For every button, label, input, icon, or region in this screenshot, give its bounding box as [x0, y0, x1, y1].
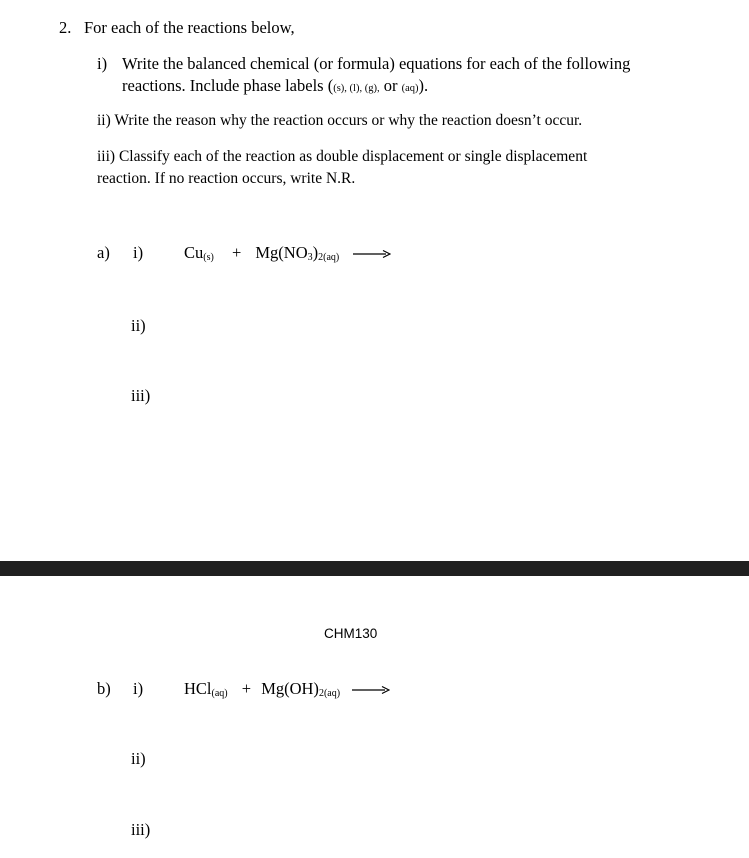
part-b-reactant2-phase: 2(aq) [318, 688, 341, 699]
part-b-plus: + [241, 679, 252, 698]
instruction-i-marker: i) [97, 54, 108, 73]
part-b-ii-label: ii) [131, 749, 146, 768]
or-text: or [379, 76, 402, 95]
instruction-ii: ii) Write the reason why the reaction occurs or why the reaction doesn’t occur. [97, 112, 583, 129]
part-a-reactant1: Cu [184, 243, 204, 262]
reaction-arrow-icon [352, 680, 390, 700]
instruction-i-line2 [122, 76, 428, 96]
part-b-iii-label: iii) [131, 820, 151, 839]
part-a-ii-label: ii) [131, 316, 146, 335]
instruction-i-suffix: ). [418, 76, 429, 95]
question-number: 2. [59, 18, 72, 37]
part-a-reactant1-phase: (s) [203, 252, 214, 263]
part-a-i-label: i) [133, 243, 144, 262]
course-code-header: CHM130 [324, 626, 378, 641]
reaction-arrow-icon [353, 244, 391, 264]
instruction-iii-line1: iii) Classify each of the reaction as double displacement or single displacement [97, 148, 588, 165]
part-b-equation [184, 679, 390, 700]
part-a-reactant2-sub: 3 [307, 252, 313, 263]
part-b-reactant1: HCl [184, 679, 212, 698]
instruction-iii-line2: reaction. If no reaction occurs, write N.R. [97, 170, 356, 187]
part-a-reactant2: Mg(NO [255, 243, 308, 262]
part-b-i-label: i) [133, 679, 144, 698]
part-a-label: a) [97, 243, 110, 262]
part-a-equation [184, 243, 391, 264]
phase-labels: (s), (l), (g), [333, 83, 380, 94]
part-b-label: b) [97, 679, 111, 698]
part-b-reactant2: Mg(OH) [261, 679, 319, 698]
question-prompt: For each of the reactions below, [84, 18, 295, 37]
instruction-i-line1: Write the balanced chemical (or formula) equations for each of the following [122, 54, 631, 73]
part-a-iii-label: iii) [131, 386, 151, 405]
page-break-divider [0, 561, 749, 576]
part-b-reactant1-phase: (aq) [211, 688, 228, 699]
phase-label-aq: (aq) [401, 83, 419, 94]
instruction-i-line2-text: reactions. Include phase labels ( [122, 76, 334, 95]
part-a-reactant2-phase: 2(aq) [318, 252, 340, 263]
part-a-plus: + [231, 243, 242, 262]
part-a-reactant2-close: ) [312, 243, 319, 262]
